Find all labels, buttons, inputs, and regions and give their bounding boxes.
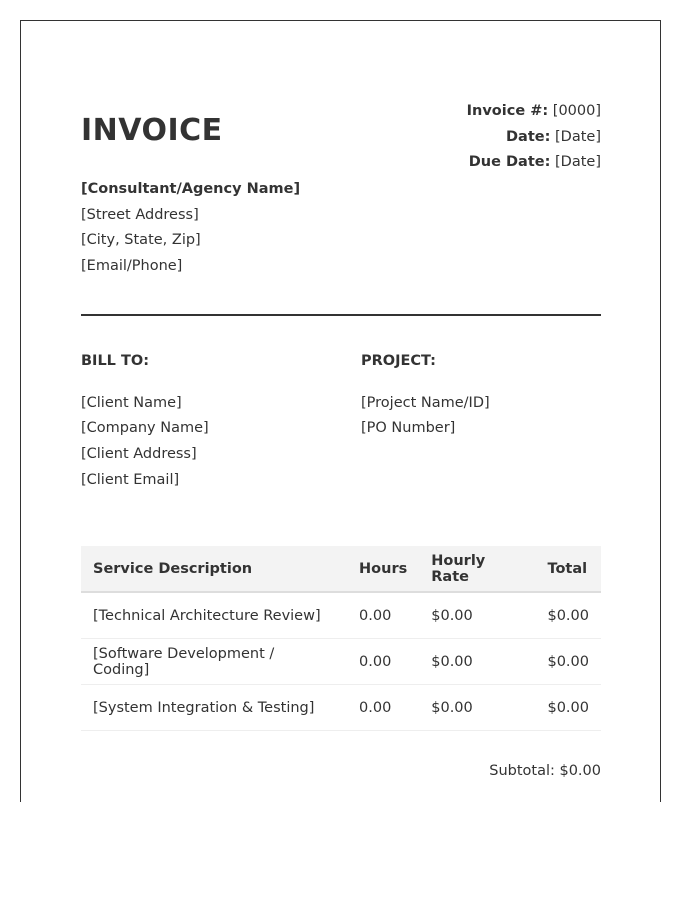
table-row (81, 592, 601, 639)
bill-to-client-email: [Client Email] (81, 471, 180, 488)
sender-name: [Consultant/Agency Name] (81, 181, 301, 197)
bill-to-client-name: [Client Name] (81, 394, 182, 411)
table-row (81, 685, 601, 731)
invoice-meta (467, 99, 601, 176)
sender-contact: [Email/Phone] (81, 258, 183, 275)
invoice-date-label: Date: (506, 128, 551, 145)
bill-to-heading: BILL TO: (81, 353, 149, 369)
service-hours: 0.00 (347, 639, 419, 685)
service-total: $0.00 (535, 592, 601, 639)
bill-to-company-name: [Company Name] (81, 420, 209, 437)
invoice-due-date-line (467, 150, 601, 176)
subtotal: Subtotal: $0.00 (489, 763, 601, 779)
service-hours: 0.00 (347, 592, 419, 639)
service-description: [System Integration & Testing] (81, 685, 347, 731)
invoice-page (20, 20, 661, 802)
service-rate: $0.00 (419, 685, 535, 731)
invoice-number-value: [0000] (552, 103, 601, 119)
column-header-hours: Hours (347, 546, 419, 592)
invoice-title: INVOICE (81, 113, 223, 148)
invoice-due-date-label: Due Date: (468, 154, 551, 170)
service-total: $0.00 (535, 685, 601, 731)
service-description: [Technical Architecture Review] (81, 592, 347, 639)
project-heading: PROJECT: (361, 353, 436, 369)
project-block (361, 349, 490, 442)
parties-section (81, 349, 601, 499)
service-rate: $0.00 (419, 592, 535, 639)
column-header-total: Total (535, 546, 601, 592)
invoice-number-line (467, 99, 601, 125)
service-hours: 0.00 (347, 685, 419, 731)
column-header-rate: Hourly Rate (419, 546, 535, 592)
service-total: $0.00 (535, 639, 601, 685)
sender-city: [City, State, Zip] (81, 232, 201, 249)
bill-to-block (81, 349, 209, 494)
service-description: [Software Development / Coding] (81, 639, 347, 685)
table-header-row (81, 546, 601, 592)
invoice-header (81, 101, 601, 291)
service-rate: $0.00 (419, 639, 535, 685)
invoice-date-line (467, 125, 601, 151)
invoice-date-value: [Date] (555, 128, 601, 145)
invoice-content (81, 101, 601, 779)
invoice-number-label: Invoice #: (466, 103, 549, 119)
header-divider (81, 314, 601, 316)
column-header-description: Service Description (81, 546, 347, 592)
sender-street: [Street Address] (81, 206, 199, 223)
project-po-number: [PO Number] (361, 420, 456, 437)
sender-block (81, 177, 300, 280)
project-name: [Project Name/ID] (361, 394, 490, 411)
invoice-due-date-value: [Date] (555, 154, 601, 170)
table-row (81, 639, 601, 685)
bill-to-client-address: [Client Address] (81, 446, 197, 463)
services-table (81, 546, 601, 731)
